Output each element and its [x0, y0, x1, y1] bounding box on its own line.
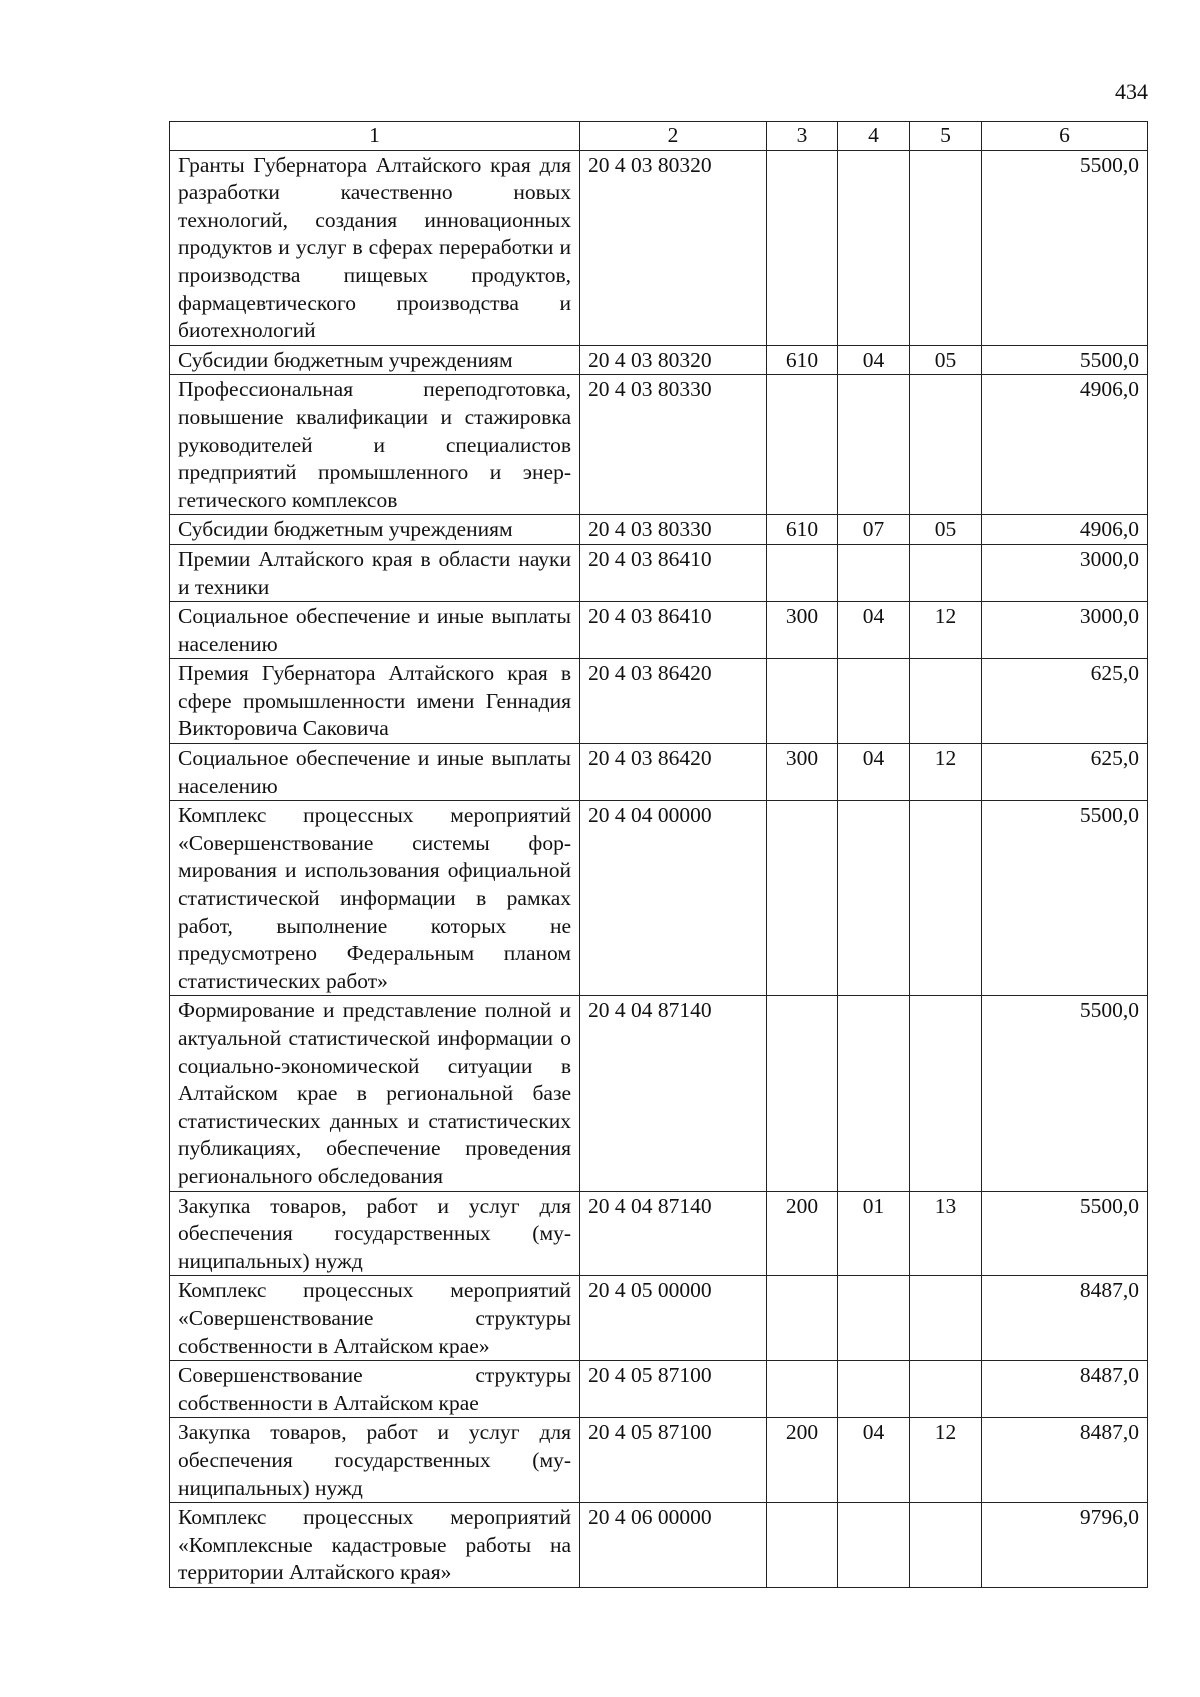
row-name-cell: Гранты Губернатора Алтайского края для разработки качественно новых технологий, создания инновационных продуктов и услуг в сферах переработки и производства пищевых продуктов, фармацевтического производства и биотехнологий — [170, 150, 580, 345]
row-name-cell: Профессиональная переподготовка, повышение квалификации и стажировка руководителей и специалистов предприятий промышленного и энергетического комплексов — [170, 375, 580, 515]
row-code-cell: 20 4 06 00000 — [580, 1503, 767, 1588]
row-section-cell — [838, 996, 910, 1191]
table-row — [170, 996, 1148, 1191]
row-type-cell: 610 — [767, 345, 838, 375]
row-subsection-cell: 13 — [910, 1191, 982, 1276]
column-header-5: 5 — [910, 122, 982, 151]
row-amount-cell: 3000,0 — [982, 544, 1148, 601]
table-row — [170, 1361, 1148, 1418]
row-amount-cell: 5500,0 — [982, 996, 1148, 1191]
row-code-cell: 20 4 04 00000 — [580, 801, 767, 996]
table-row — [170, 1276, 1148, 1361]
row-amount-cell: 8487,0 — [982, 1276, 1148, 1361]
table-row — [170, 1418, 1148, 1503]
row-section-cell: 04 — [838, 602, 910, 659]
row-amount-cell: 5500,0 — [982, 150, 1148, 345]
row-type-cell — [767, 659, 838, 744]
row-code-cell: 20 4 05 00000 — [580, 1276, 767, 1361]
row-code-cell: 20 4 03 86420 — [580, 659, 767, 744]
header-row — [170, 122, 1148, 151]
row-subsection-cell: 05 — [910, 515, 982, 545]
row-type-cell: 300 — [767, 744, 838, 801]
row-amount-cell: 5500,0 — [982, 801, 1148, 996]
column-header-3: 3 — [767, 122, 838, 151]
row-section-cell: 04 — [838, 1418, 910, 1503]
row-amount-cell: 4906,0 — [982, 515, 1148, 545]
row-section-cell: 07 — [838, 515, 910, 545]
row-section-cell — [838, 375, 910, 515]
column-header-6: 6 — [982, 122, 1148, 151]
row-amount-cell: 4906,0 — [982, 375, 1148, 515]
row-code-cell: 20 4 03 80320 — [580, 150, 767, 345]
row-name-cell: Комплекс процессных мероприятий «Комплексные кадастровые работы на территории Алтайского края» — [170, 1503, 580, 1588]
table-row — [170, 375, 1148, 515]
row-amount-cell: 8487,0 — [982, 1418, 1148, 1503]
table-row — [170, 659, 1148, 744]
row-amount-cell: 625,0 — [982, 659, 1148, 744]
row-subsection-cell — [910, 150, 982, 345]
row-code-cell: 20 4 03 80330 — [580, 375, 767, 515]
row-code-cell: 20 4 05 87100 — [580, 1361, 767, 1418]
table-row — [170, 1503, 1148, 1588]
row-subsection-cell — [910, 801, 982, 996]
row-subsection-cell — [910, 375, 982, 515]
row-section-cell: 04 — [838, 744, 910, 801]
row-amount-cell: 3000,0 — [982, 602, 1148, 659]
table-row — [170, 744, 1148, 801]
row-code-cell: 20 4 04 87140 — [580, 996, 767, 1191]
row-subsection-cell: 12 — [910, 602, 982, 659]
row-amount-cell: 9796,0 — [982, 1503, 1148, 1588]
row-name-cell: Социальное обеспечение и иные выплаты населению — [170, 602, 580, 659]
row-type-cell — [767, 1276, 838, 1361]
row-section-cell: 01 — [838, 1191, 910, 1276]
row-code-cell: 20 4 03 86410 — [580, 544, 767, 601]
row-name-cell: Закупка товаров, работ и услуг для обеспечения государственных (муниципальных) нужд — [170, 1418, 580, 1503]
row-subsection-cell — [910, 544, 982, 601]
row-name-cell: Премии Алтайского края в области науки и техники — [170, 544, 580, 601]
row-name-cell: Формирование и представление полной и актуальной статистической информации о социально-экономической ситуации в Алтайском крае в региональной базе статистических данных и статистических публикациях, обеспечение проведения регионального обследования — [170, 996, 580, 1191]
row-section-cell — [838, 801, 910, 996]
row-type-cell: 300 — [767, 602, 838, 659]
row-name-cell: Комплекс процессных мероприятий «Совершенствование системы формирования и использования официальной статистической информации в рамках работ, выполнение которых не предусмотрено Федеральным планом статистических работ» — [170, 801, 580, 996]
row-type-cell — [767, 996, 838, 1191]
row-name-cell: Закупка товаров, работ и услуг для обеспечения государственных (муниципальных) нужд — [170, 1191, 580, 1276]
column-header-4: 4 — [838, 122, 910, 151]
row-type-cell — [767, 375, 838, 515]
row-section-cell — [838, 150, 910, 345]
table-body — [170, 150, 1148, 1587]
table-row — [170, 345, 1148, 375]
row-type-cell: 610 — [767, 515, 838, 545]
row-subsection-cell: 12 — [910, 744, 982, 801]
row-amount-cell: 5500,0 — [982, 1191, 1148, 1276]
row-subsection-cell: 12 — [910, 1418, 982, 1503]
table-row — [170, 1191, 1148, 1276]
table-row — [170, 150, 1148, 345]
row-type-cell — [767, 1503, 838, 1588]
table-row — [170, 515, 1148, 545]
row-subsection-cell — [910, 1361, 982, 1418]
row-code-cell: 20 4 03 86420 — [580, 744, 767, 801]
row-name-cell: Премия Губернатора Алтайского края в сфере промышленности имени Геннадия Викторовича Саковича — [170, 659, 580, 744]
row-code-cell: 20 4 04 87140 — [580, 1191, 767, 1276]
row-type-cell — [767, 150, 838, 345]
page-number: 434 — [1115, 79, 1148, 104]
row-section-cell — [838, 544, 910, 601]
row-amount-cell: 5500,0 — [982, 345, 1148, 375]
table-header — [170, 122, 1148, 151]
row-code-cell: 20 4 03 80320 — [580, 345, 767, 375]
row-section-cell — [838, 1276, 910, 1361]
row-type-cell — [767, 801, 838, 996]
row-subsection-cell — [910, 1276, 982, 1361]
row-code-cell: 20 4 03 80330 — [580, 515, 767, 545]
row-type-cell — [767, 544, 838, 601]
row-subsection-cell — [910, 1503, 982, 1588]
row-subsection-cell — [910, 996, 982, 1191]
row-name-cell: Субсидии бюджетным учреждениям — [170, 515, 580, 545]
table-row — [170, 544, 1148, 601]
row-type-cell: 200 — [767, 1418, 838, 1503]
row-code-cell: 20 4 05 87100 — [580, 1418, 767, 1503]
budget-table — [169, 121, 1148, 1588]
row-code-cell: 20 4 03 86410 — [580, 602, 767, 659]
row-subsection-cell: 05 — [910, 345, 982, 375]
column-header-1: 1 — [170, 122, 580, 151]
row-amount-cell: 625,0 — [982, 744, 1148, 801]
row-name-cell: Субсидии бюджетным учреждениям — [170, 345, 580, 375]
column-header-2: 2 — [580, 122, 767, 151]
row-section-cell: 04 — [838, 345, 910, 375]
row-section-cell — [838, 659, 910, 744]
row-section-cell — [838, 1503, 910, 1588]
row-amount-cell: 8487,0 — [982, 1361, 1148, 1418]
row-section-cell — [838, 1361, 910, 1418]
table-row — [170, 801, 1148, 996]
row-type-cell — [767, 1361, 838, 1418]
row-subsection-cell — [910, 659, 982, 744]
row-type-cell: 200 — [767, 1191, 838, 1276]
row-name-cell: Социальное обеспечение и иные выплаты населению — [170, 744, 580, 801]
row-name-cell: Комплекс процессных мероприятий «Совершенствование структуры собственности в Алтайском крае» — [170, 1276, 580, 1361]
row-name-cell: Совершенствование структуры собственности в Алтайском крае — [170, 1361, 580, 1418]
table-row — [170, 602, 1148, 659]
